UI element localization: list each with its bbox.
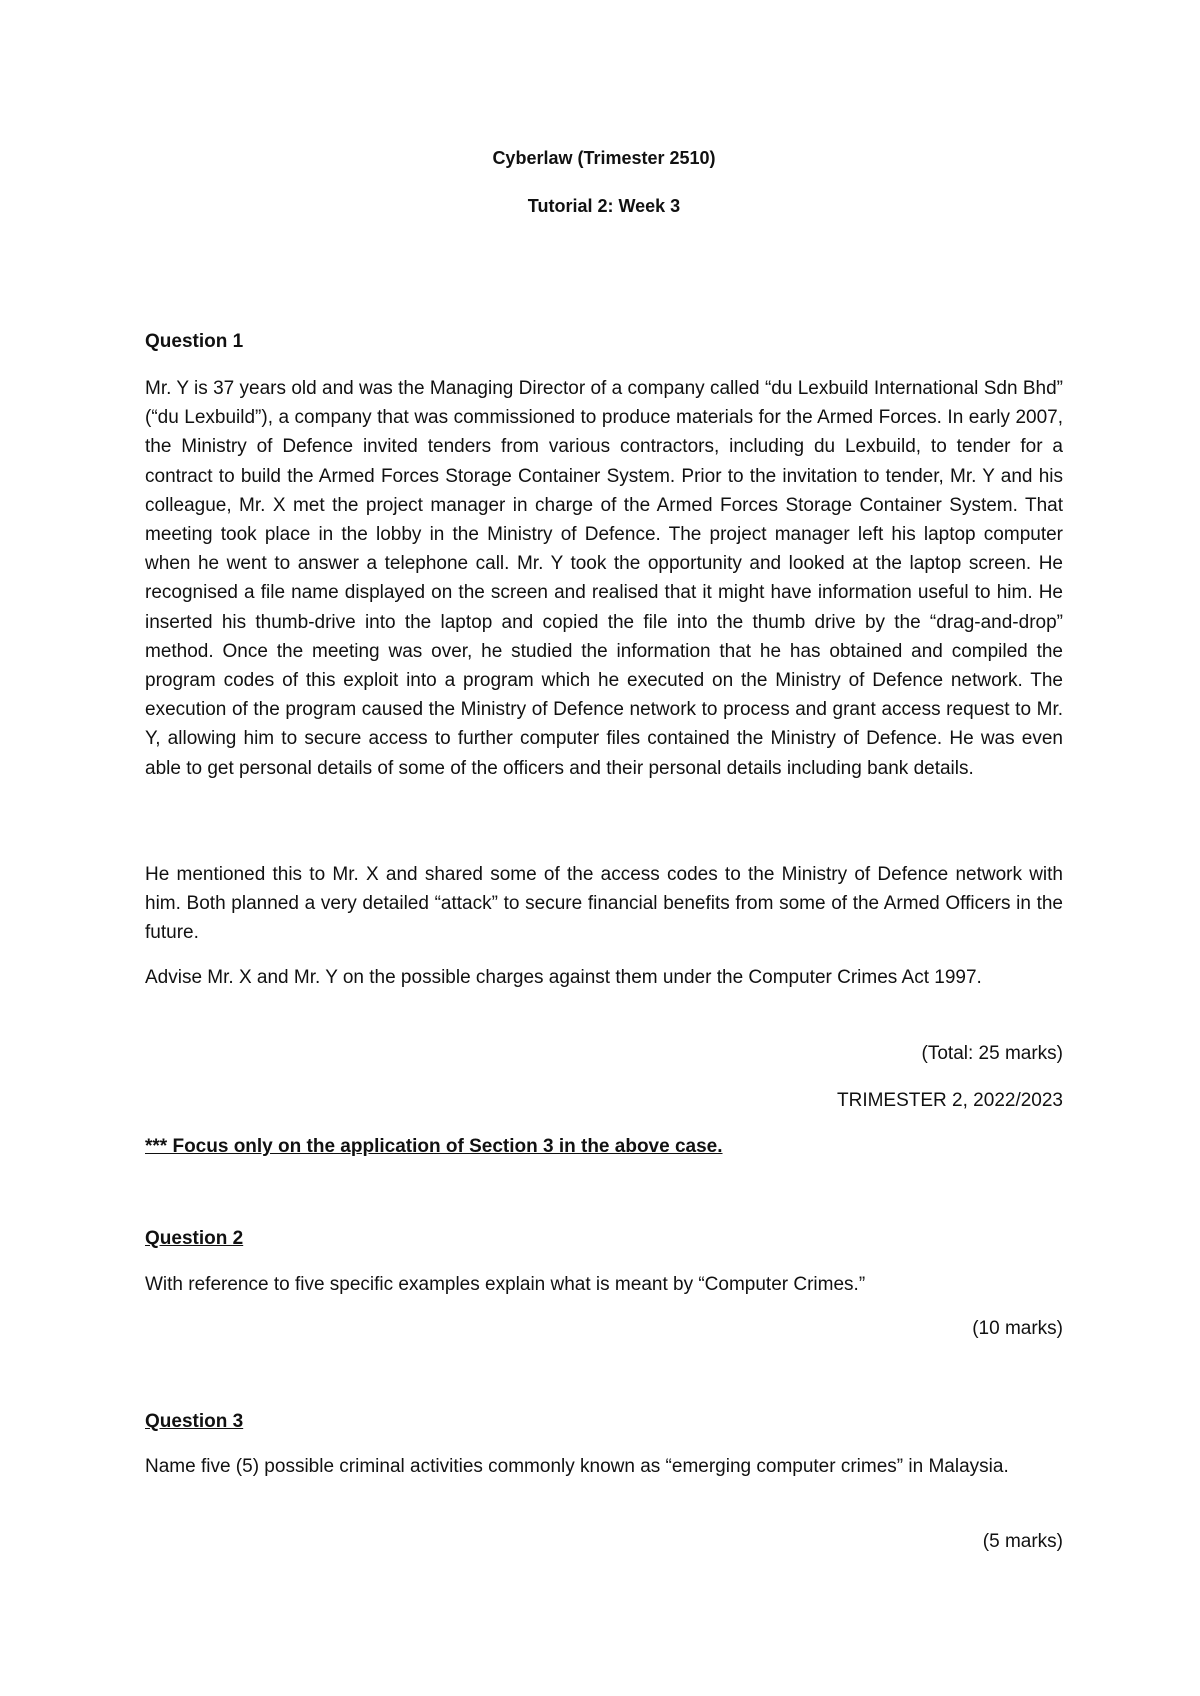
- question-3-marks: (5 marks): [982, 1531, 1063, 1552]
- question-2-marks: (10 marks): [972, 1318, 1063, 1339]
- question-1-paragraph-2: He mentioned this to Mr. X and shared some of the access codes to the Ministry of Defence network with him. Both planned a very detailed “attack” to secure financial benefits from some of the Armed Officers in the future.: [145, 864, 1063, 944]
- focus-note: *** Focus only on the application of Section 3 in the above case.: [145, 1136, 723, 1157]
- trimester-label: TRIMESTER 2, 2022/2023: [837, 1090, 1063, 1111]
- question-1-marks: (Total: 25 marks): [921, 1043, 1063, 1064]
- question-1-paragraph-1: Mr. Y is 37 years old and was the Managing Director of a company called “du Lexbuild International Sdn Bhd” (“du Lexbuild”), a company that was commissioned to produce materials for the Armed Forces. In early 2007, the Ministry of Defence invited tenders from various contractors, including du Lexbuild, to tender for a contract to build the Armed Forces Storage Container System. Prior to the invitation to tender, Mr. Y and his colleague, Mr. X met the project manager in charge of the Armed Forces Storage Container System. That meeting took place in the lobby in the Ministry of Defence. The project manager left his laptop computer when he went to answer a telephone call. Mr. Y took the opportunity and looked at the laptop screen. He recognised a file name displayed on the screen and realised that it might have information useful to him. He inserted his thumb-drive into the laptop and copied the file into the thumb drive by the “drag-and-drop” method. Once the meeting was over, he studied the information that he has obtained and compiled the program codes of this exploit into a program which he executed on the Ministry of Defence network. The execution of the program caused the Ministry of Defence network to process and grant access request to Mr. Y, allowing him to secure access to further computer files contained the Ministry of Defence. He was even able to get personal details of some of the officers and their personal details including bank details.: [145, 378, 1063, 779]
- question-1-heading: Question 1: [145, 331, 244, 352]
- question-3-text: Name five (5) possible criminal activities commonly known as “emerging computer crimes” in Malaysia.: [145, 1456, 1009, 1477]
- document-title: Cyberlaw (Trimester 2510): [492, 148, 716, 168]
- document-subtitle: Tutorial 2: Week 3: [527, 196, 681, 216]
- question-2-heading: Question 2: [145, 1228, 244, 1249]
- question-2-text: With reference to five specific examples explain what is meant by “Computer Crimes.”: [145, 1274, 866, 1295]
- question-3-heading: Question 3: [145, 1411, 244, 1432]
- question-1-paragraph-3: Advise Mr. X and Mr. Y on the possible charges against them under the Computer Crimes Act 1997.: [145, 967, 982, 988]
